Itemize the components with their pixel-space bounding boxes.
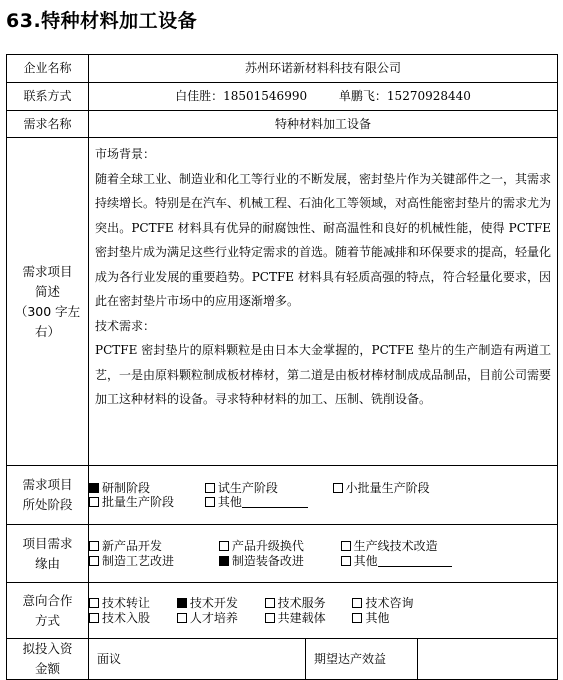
coop-option-transfer[interactable]: [89, 596, 173, 610]
demand-name-value: 特种材料加工设备: [89, 111, 558, 138]
company-row: [7, 55, 558, 83]
checkbox-checked-icon[interactable]: [219, 556, 229, 566]
checkbox-icon[interactable]: [265, 598, 275, 608]
option-label: 技术咨询: [365, 596, 414, 611]
option-label: 其他: [217, 495, 242, 509]
cooperation-label-line: 方式: [34, 612, 60, 628]
stage-options: [89, 466, 558, 525]
coop-option-carrier[interactable]: [265, 611, 349, 625]
option-label: 制造工艺改进: [102, 553, 175, 568]
stage-label-line: 需求项目: [22, 477, 73, 492]
coop-option-talent[interactable]: [177, 611, 261, 625]
option-label: 制造装备改进: [231, 553, 304, 568]
checkbox-icon[interactable]: [333, 483, 343, 493]
demand-form-table: [6, 54, 558, 680]
checkbox-icon[interactable]: [89, 556, 99, 566]
expected-benefit-value[interactable]: [418, 639, 558, 680]
option-label: 技术入股: [102, 610, 151, 625]
reason-option-equipment[interactable]: [219, 554, 337, 568]
contact-label: 联系方式: [7, 83, 89, 111]
investment-row: [7, 639, 558, 680]
checkbox-checked-icon[interactable]: [177, 598, 187, 608]
company-label: 企业名称: [7, 55, 89, 83]
checkbox-checked-icon[interactable]: [89, 483, 99, 493]
option-label: 其他: [353, 553, 378, 568]
stage-option-small-batch[interactable]: [333, 481, 430, 495]
cooperation-label-line: 意向合作: [22, 592, 73, 608]
option-label: 人才培养: [189, 610, 238, 625]
contact-row: [7, 83, 558, 111]
checkbox-icon[interactable]: [89, 598, 99, 608]
stage-option-other[interactable]: [205, 495, 308, 509]
reason-label-line: 项目需求: [22, 535, 73, 551]
stage-option-trial[interactable]: [205, 481, 329, 495]
reason-label-line: 缘由: [34, 555, 60, 571]
reason-label: [7, 525, 89, 583]
summary-label-line: 简述: [34, 283, 60, 299]
other-blank-line[interactable]: [242, 507, 308, 508]
checkbox-icon[interactable]: [341, 556, 351, 566]
demand-name-label: 需求名称: [7, 111, 89, 138]
reason-option-upgrade[interactable]: [219, 539, 337, 553]
tech-demand-heading: 技术需求：: [95, 318, 156, 333]
option-label: 小批量生产阶段: [345, 480, 430, 495]
stage-option-research[interactable]: [89, 481, 201, 495]
checkbox-icon[interactable]: [205, 497, 215, 507]
checkbox-icon[interactable]: [205, 483, 215, 493]
reason-option-other[interactable]: [341, 554, 452, 568]
option-label: 其他: [365, 610, 390, 625]
contact-person-2: 单鹏飞：15270928440: [338, 89, 471, 104]
option-label: 技术服务: [277, 596, 326, 611]
reason-option-process[interactable]: [89, 554, 215, 568]
summary-content: [89, 138, 558, 466]
checkbox-icon[interactable]: [89, 541, 99, 551]
checkbox-icon[interactable]: [341, 541, 351, 551]
contact-value: [89, 83, 558, 111]
expected-benefit-label: 期望达产效益: [306, 639, 418, 680]
contact-person-1: 白佳胜：18501546990: [175, 89, 308, 104]
reason-option-new-product[interactable]: [89, 539, 215, 553]
cooperation-label: [7, 583, 89, 639]
option-label: 新产品开发: [102, 539, 163, 554]
checkbox-icon[interactable]: [89, 497, 99, 507]
market-background-heading: 市场背景：: [95, 147, 156, 161]
checkbox-icon[interactable]: [219, 541, 229, 551]
summary-label-line: 右）: [34, 323, 60, 339]
coop-option-equity[interactable]: [89, 611, 173, 625]
investment-label: [7, 639, 89, 680]
cooperation-options: [89, 583, 558, 639]
reason-option-line-renovation[interactable]: [341, 539, 438, 553]
summary-label-line: 需求项目: [22, 263, 73, 279]
stage-row: [7, 466, 558, 525]
summary-row: [7, 138, 558, 466]
option-label: 技术转让: [102, 596, 151, 611]
stage-option-mass[interactable]: [89, 495, 201, 509]
demand-name-row: [7, 111, 558, 138]
option-label: 共建载体: [277, 610, 326, 625]
summary-label-line: （300 字左: [14, 303, 81, 319]
stage-label-line: 所处阶段: [22, 497, 73, 512]
checkbox-icon[interactable]: [265, 613, 275, 623]
tech-demand-text: PCTFE 密封垫片的原料颗粒是由日本大金掌握的，PCTFE 垫片的生产制造有两道工艺，一是由原料颗粒制成板材棒材，第二道是由板材棒材制成成品制品，目前公司需要加工这种材料的设备。寻求特种材料的加工、压制、铣削设备。: [95, 343, 552, 406]
option-label: 技术开发: [189, 596, 238, 611]
coop-option-consulting[interactable]: [352, 596, 413, 610]
reason-options: [89, 525, 558, 583]
option-label: 研制阶段: [102, 480, 151, 495]
coop-option-service[interactable]: [265, 596, 349, 610]
page-title: 63.特种材料加工设备: [6, 10, 198, 32]
option-label: 试生产阶段: [217, 480, 278, 495]
option-label: 产品升级换代: [231, 539, 304, 554]
checkbox-icon[interactable]: [89, 613, 99, 623]
other-blank-line[interactable]: [378, 566, 452, 567]
coop-option-other[interactable]: [352, 611, 389, 625]
checkbox-icon[interactable]: [352, 598, 362, 608]
reason-row: [7, 525, 558, 583]
investment-label-line: 金额: [34, 661, 60, 676]
stage-label: [7, 466, 89, 525]
checkbox-icon[interactable]: [352, 613, 362, 623]
coop-option-development[interactable]: [177, 596, 261, 610]
cooperation-row: [7, 583, 558, 639]
checkbox-icon[interactable]: [177, 613, 187, 623]
option-label: 生产线技术改造: [353, 539, 438, 554]
company-value: 苏州环诺新材料科技有限公司: [89, 55, 558, 83]
investment-value: 面议: [89, 639, 306, 680]
investment-label-line: 拟投入资: [22, 641, 73, 656]
option-label: 批量生产阶段: [102, 495, 175, 509]
summary-label: [7, 138, 89, 466]
market-background-text: 随着全球工业、制造业和化工等行业的不断发展，密封垫片作为关键部件之一，其需求持续增长。特别是在汽车、机械工程、石油化工等领域，对高性能密封垫片的需求尤为突出。PCTFE 材料具有优异的耐腐蚀性、耐高温性和良好的机械性能，使得 PCTFE 密封垫片成为满足这些行业特定需求的首选。随着节能减排和环保要求的提高，轻量化成为各行业发展的重要趋势。PCTFE 材料具有轻质高强的特点，符合轻量化要求，因此在密封垫片市场中的应用逐渐增多。: [95, 171, 552, 308]
